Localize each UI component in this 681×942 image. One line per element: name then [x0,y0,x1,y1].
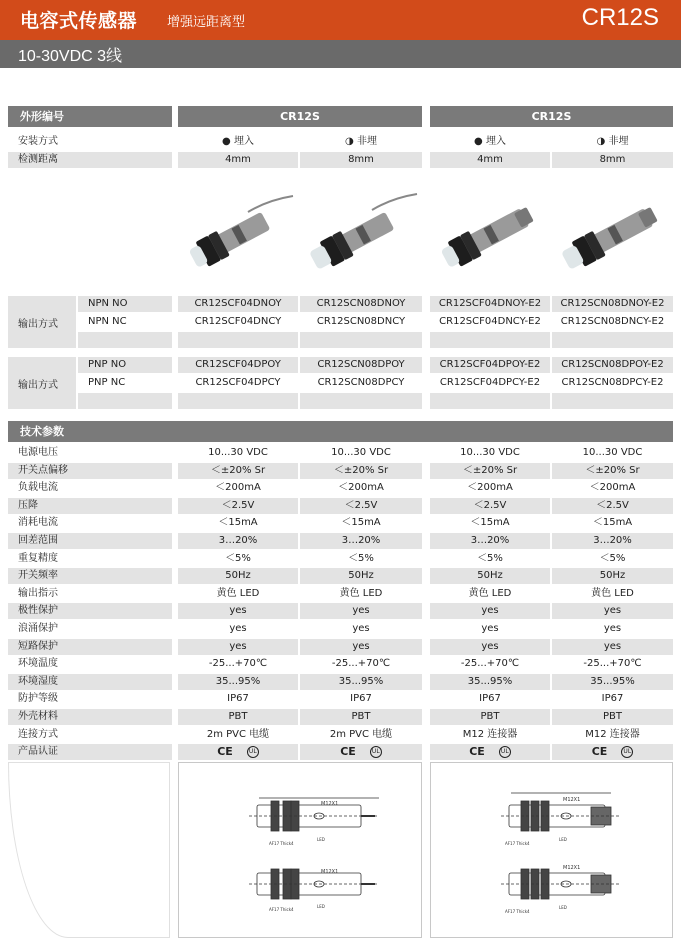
spec-label: 防护等级 [18,693,58,704]
pnp-nc-label: PNP NC [88,377,126,388]
spec-value: 10...30 VDC [460,447,520,458]
spec-value: IP67 [479,693,501,704]
voltage-text: 10-30VDC 3线 [18,48,123,65]
led-label: LED [317,837,325,842]
blank-row [78,332,172,348]
ce-mark: CE [340,745,356,758]
page-subtitle: 增强远距离型 [167,15,246,30]
model-code: CR12SCF04DNOY-E2 [430,296,550,312]
spec-label: 开关频率 [8,568,172,584]
cable-drawing-panel [178,762,422,938]
connector-drawing-panel [430,762,673,938]
thread-label: M12X1 [563,797,581,803]
spec-value: 50Hz [300,568,422,584]
spec-label: 重复精度 [18,553,58,564]
spec-value: IP67 [350,693,372,704]
spec-value [430,744,550,760]
spec-value: -25...+70℃ [460,658,520,669]
spec-label: 回差范围 [8,533,172,549]
led-label: LED [559,837,567,842]
install-value: ◑ 非埋 [596,136,629,147]
install-value: ● 埋入 [474,136,506,147]
spec-value: ＜200mA [215,482,261,493]
spec-value: 3…20% [552,533,673,549]
spec-value: yes [430,603,550,619]
spec-value: PBT [178,709,298,725]
spec-value: IP67 [227,693,249,704]
spec-label: 负载电流 [18,482,58,493]
nut-label: AF17 Thick4 [505,841,530,846]
output-label: 输出方式 [8,357,76,409]
blank-row [78,393,172,409]
sensor-connector-photo [552,176,673,280]
spec-value: 35...95% [552,674,673,690]
spec-label: 电源电压 [18,447,58,458]
group-title-2: CR12S [430,106,673,127]
nut-label: AF17 Thick4 [505,909,530,914]
distance-value: 8mm [300,152,422,168]
spec-value [552,744,673,760]
spec-value: PBT [552,709,673,725]
spec-label: 输出指示 [18,588,58,599]
model-code: CR12SCN08DNOY [300,296,422,312]
spec-value: ＜±20% Sr [552,463,673,479]
spec-value: M12 连接器 [462,729,518,740]
spec-value: ＜15mA [341,517,381,528]
model-code: CR12SCN08DNCY [316,316,406,327]
spec-label: 压降 [8,498,172,514]
spec-value: 3…20% [178,533,298,549]
spec-value: ＜±20% Sr [178,463,298,479]
ce-mark: CE [217,745,233,758]
install-label: 安装方式 [18,136,58,147]
spec-value: 10...30 VDC [331,447,391,458]
npn-nc-label: NPN NC [88,316,127,327]
blank-cell [300,393,422,409]
spec-value: ＜15mA [218,517,258,528]
spec-label: 环境湿度 [8,674,172,690]
spec-value: yes [300,603,422,619]
spec-value: yes [178,639,298,655]
spec-value: yes [352,623,370,634]
model-code: CR12SCF04DNCY-E2 [439,316,541,327]
spec-value: -25...+70℃ [208,658,268,669]
spec-value: ＜5% [477,553,503,564]
spec-value: ＜2.5V [552,498,673,514]
page-title: 电容式传感器 [20,10,138,32]
spec-label: 外壳材料 [8,709,172,725]
spec-value: 3…20% [300,533,422,549]
thread-label: M12X1 [563,865,581,871]
nut-label: AF17 Thick4 [269,907,294,912]
dimension-drawing [179,763,421,937]
distance-value: 4mm [178,152,298,168]
thread-label: M12X1 [321,869,339,875]
spec-value: ＜15mA [592,517,633,528]
spec-value: ＜±20% Sr [430,463,550,479]
spec-value: M12 连接器 [585,729,640,740]
nut-label: AF17 Thick4 [269,841,294,846]
spec-value: ＜200mA [467,482,513,493]
spec-value: yes [300,639,422,655]
spec-label: 环境温度 [18,658,58,669]
model-code: CR12SCN08DPCY [317,377,405,388]
distance-value: 8mm [552,152,673,168]
title-bar [0,0,681,40]
dimension-drawing [431,763,672,937]
ul-cert-icon: UL [621,746,633,758]
spec-value: ＜200mA [338,482,384,493]
blank-cell [430,393,550,409]
blank-cell [552,332,673,348]
model-code: CR12SCF04DPOY [178,357,298,373]
spec-value: PBT [300,709,422,725]
spec-value: ＜2.5V [300,498,422,514]
spec-value [300,744,422,760]
led-label: LED [559,905,567,910]
blank-panel [8,762,170,938]
distance-label: 检测距离 [8,152,172,168]
spec-value: ＜2.5V [178,498,298,514]
spec-value: ＜15mA [470,517,510,528]
spec-value: 黄色 LED [339,588,383,599]
spec-value: 10...30 VDC [208,447,268,458]
model-code: CR12SCN08DPOY [300,357,422,373]
spec-value: ＜5% [225,553,251,564]
spec-value: 10...30 VDC [582,447,643,458]
spec-value: 3…20% [430,533,550,549]
spec-value: yes [552,603,673,619]
model-code: CR12SCN08DPOY-E2 [552,357,673,373]
spec-value: yes [552,639,673,655]
spec-label: 开关点偏移 [8,463,172,479]
spec-value: ＜±20% Sr [300,463,422,479]
group-title-1: CR12S [178,106,422,127]
spec-value: yes [229,623,247,634]
blank-cell [300,332,422,348]
shape-label: 外形编号 [8,106,172,127]
model-code: CR12SCF04DPCY [195,377,281,388]
spec-value: 黄色 LED [468,588,512,599]
spec-value: 黄色 LED [216,588,260,599]
model-code: CR12SCF04DPCY-E2 [439,377,541,388]
model-name: CR12S [581,4,659,31]
spec-value: 黄色 LED [591,588,634,599]
spec-label: 短路保护 [8,639,172,655]
model-code: CR12SCN08DNCY-E2 [560,316,665,327]
ce-mark: CE [469,745,485,758]
ul-cert-icon: UL [370,746,382,758]
spec-value: 35...95% [430,674,550,690]
ul-cert-icon: UL [499,746,511,758]
spec-value: PBT [430,709,550,725]
voltage-bar [0,40,681,68]
spec-value: ＜5% [599,553,626,564]
sensor-cable-photo [178,176,298,280]
blank-cell [178,393,298,409]
blank-cell [552,393,673,409]
spec-label: 浪涌保护 [18,623,58,634]
sensor-cable-photo [300,176,422,280]
model-code: CR12SCF04DNCY [194,316,282,327]
spec-value: 50Hz [178,568,298,584]
spec-value: ＜2.5V [430,498,550,514]
spec-value: 2m PVC 电缆 [206,729,270,740]
model-code: CR12SCF04DPOY-E2 [430,357,550,373]
spec-label: 消耗电流 [18,517,58,528]
spec-value: IP67 [601,693,624,704]
model-code: CR12SCF04DNOY [178,296,298,312]
pnp-no-label: PNP NO [78,357,172,373]
spec-value: 35...95% [178,674,298,690]
model-code: CR12SCN08DPCY-E2 [561,377,664,388]
spec-value: -25...+70℃ [583,658,642,669]
spec-value: yes [481,623,499,634]
spec-label: 极性保护 [8,603,172,619]
spec-value: 2m PVC 电缆 [329,729,393,740]
spec-value: 35...95% [300,674,422,690]
blank-cell [430,332,550,348]
spec-value: yes [178,603,298,619]
spec-value: 50Hz [552,568,673,584]
output-label: 输出方式 [8,296,76,348]
blank-cell [178,332,298,348]
ce-mark: CE [591,745,608,758]
model-code: CR12SCN08DNOY-E2 [552,296,673,312]
distance-value: 4mm [430,152,550,168]
spec-value: 50Hz [430,568,550,584]
spec-value: ＜5% [348,553,374,564]
spec-value: ＜200mA [589,482,636,493]
install-value: ● 埋入 [222,136,254,147]
spec-value [178,744,298,760]
thread-label: M12X1 [321,801,339,807]
install-value: ◑ 非埋 [345,136,377,147]
ul-cert-icon: UL [247,746,259,758]
spec-value: -25...+70℃ [331,658,391,669]
spec-label: 产品认证 [8,744,172,760]
led-label: LED [317,904,325,909]
specs-title: 技术参数 [8,421,673,442]
spec-label: 连接方式 [18,729,58,740]
sensor-connector-photo [430,176,550,280]
spec-value: yes [603,623,622,634]
spec-value: yes [430,639,550,655]
npn-no-label: NPN NO [78,296,172,312]
